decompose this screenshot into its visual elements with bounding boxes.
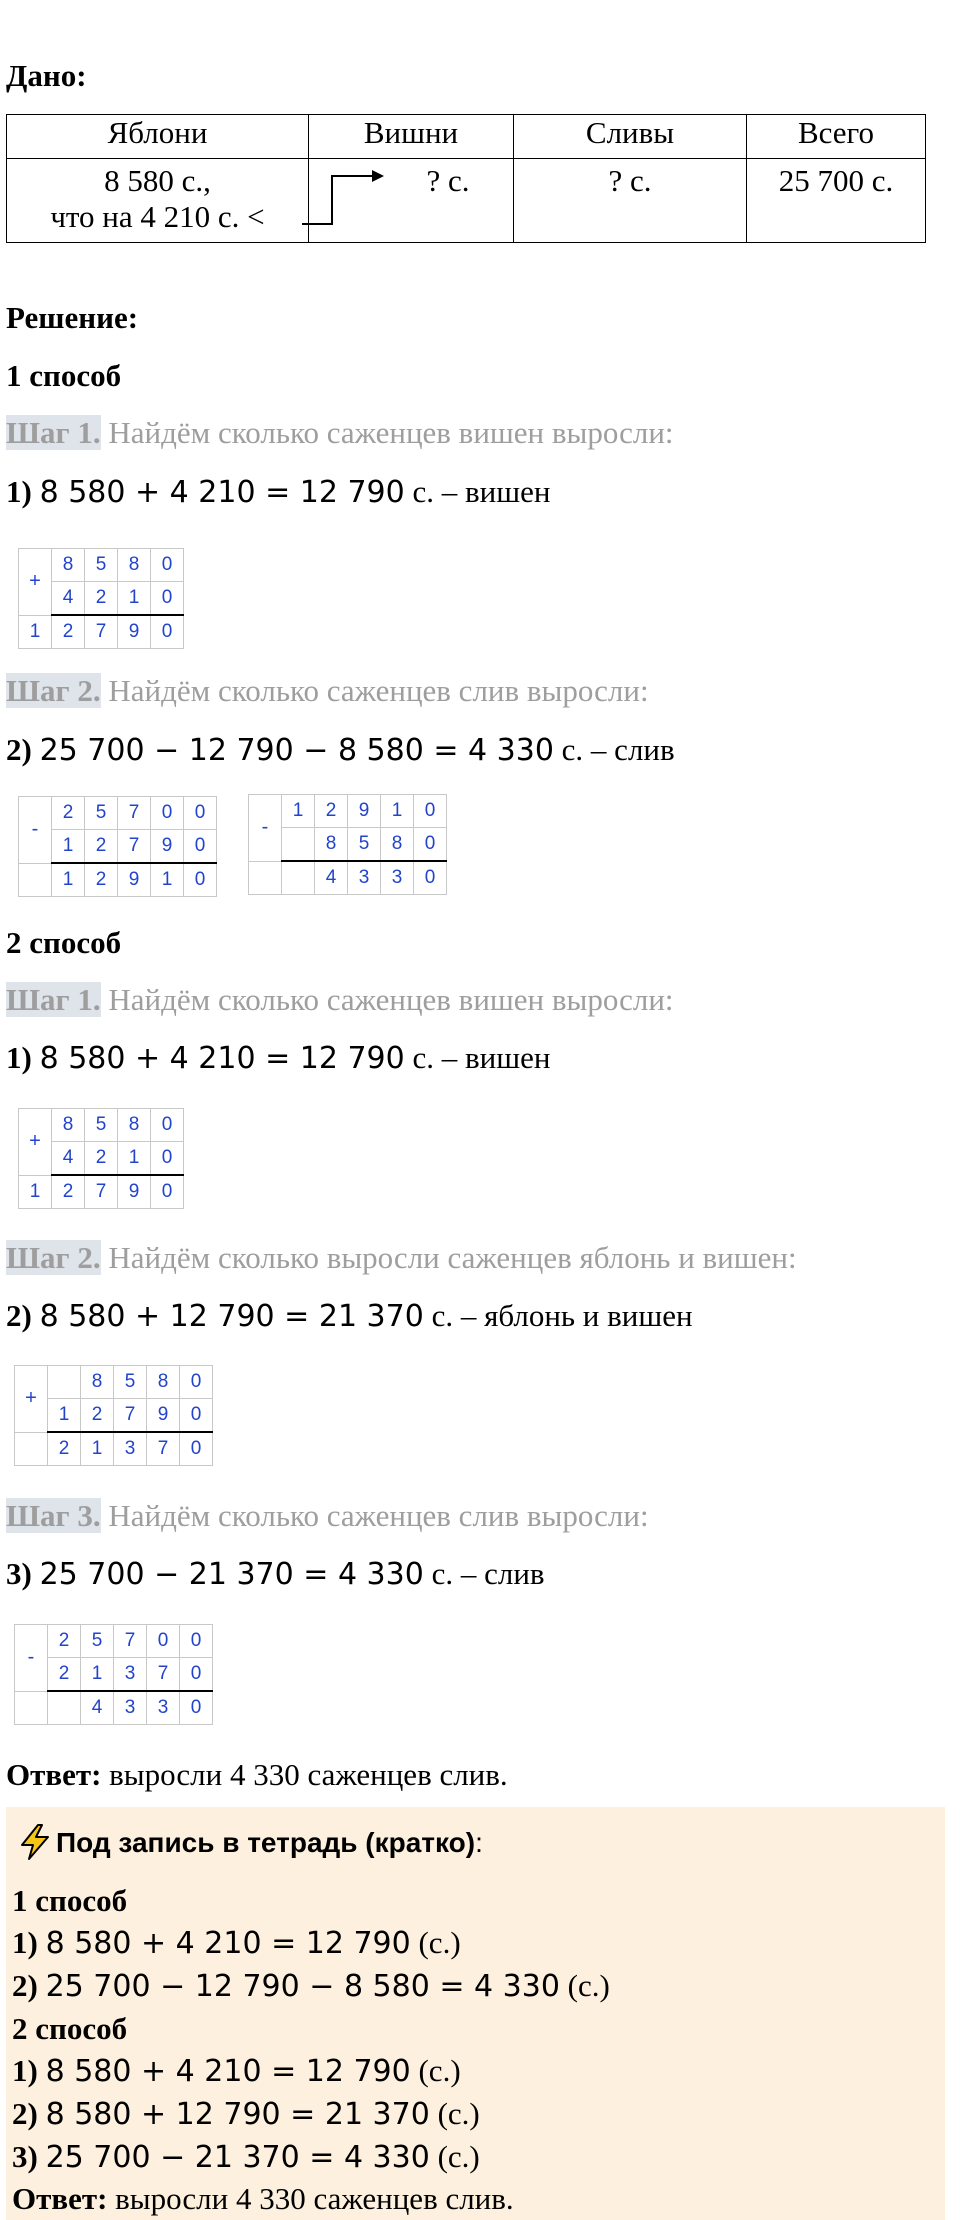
- grid-cell: [15, 1432, 48, 1466]
- grid-row: [249, 861, 447, 895]
- line-number: 1): [12, 2053, 38, 2088]
- grid-cell: 0: [414, 795, 447, 828]
- grid-cell: 3: [381, 861, 414, 895]
- grid-cell: 7: [85, 1175, 118, 1209]
- grid-cell: 1: [19, 1175, 52, 1209]
- grid-row: [15, 1691, 213, 1725]
- grid-row: [19, 797, 217, 830]
- equation-tail: с. – слив: [561, 732, 675, 767]
- note-method2-title: 2 способ: [12, 2011, 128, 2046]
- grid-cell: 8: [381, 828, 414, 862]
- operator-sign: +: [15, 1366, 48, 1433]
- equation-tail: с. – слив: [431, 1556, 545, 1591]
- step-text: Найдём сколько саженцев слив выросли:: [108, 1498, 649, 1533]
- grid-cell: 1: [48, 1399, 81, 1433]
- grid-cell: 8: [147, 1366, 180, 1399]
- solution-heading: Решение:: [6, 300, 139, 335]
- line-math: 25 700 − 21 370 = 4 330: [45, 2140, 430, 2175]
- grid-cell: 2: [85, 1142, 118, 1176]
- grid-cell: [282, 861, 315, 895]
- step-label: Шаг 1.: [6, 415, 101, 450]
- grid-cell: 2: [315, 795, 348, 828]
- grid-cell: 0: [147, 1625, 180, 1658]
- grid-cell: [48, 1366, 81, 1399]
- method2-step1: [6, 982, 674, 1018]
- grid-cell: 0: [151, 549, 184, 582]
- note-title: Под запись в тетрадь (кратко): [56, 1827, 476, 1858]
- step-text: Найдём сколько саженцев вишен выросли:: [108, 982, 674, 1017]
- grid-cell: 2: [85, 582, 118, 616]
- grid-row: [15, 1432, 213, 1466]
- operator-sign: -: [15, 1625, 48, 1692]
- grid-cell: 4: [52, 582, 85, 616]
- grid-cell: [19, 863, 52, 897]
- line-math: 8 580 + 4 210 = 12 790: [45, 2054, 411, 2089]
- grid-cell: 7: [114, 1399, 147, 1433]
- method2-equation1: [6, 1040, 550, 1076]
- grid-cell: 1: [52, 830, 85, 864]
- grid-addition-1: [18, 548, 184, 649]
- note-header: [18, 1823, 483, 1861]
- step-text: Найдём сколько саженцев вишен выросли:: [108, 415, 674, 450]
- step-label: Шаг 2.: [6, 673, 101, 708]
- grid-cell: 8: [81, 1366, 114, 1399]
- step-text: Найдём сколько выросли саженцев яблонь и вишен:: [108, 1240, 797, 1275]
- equation-number: 3): [6, 1556, 32, 1591]
- grid-cell: 7: [118, 797, 151, 830]
- method2-step3: [6, 1498, 649, 1534]
- method1-equation1: [6, 474, 550, 510]
- grid-cell: 0: [180, 1399, 213, 1433]
- grid-cell: 0: [151, 615, 184, 649]
- grid-subtraction-3: [14, 1624, 213, 1725]
- grid-cell: 1: [52, 863, 85, 897]
- grid-cell: 7: [85, 615, 118, 649]
- grid-subtraction-2: [248, 794, 447, 895]
- equation-math: 25 700 − 21 370 = 4 330: [39, 1557, 424, 1592]
- cell-total: [747, 159, 926, 243]
- grid-cell: 1: [381, 795, 414, 828]
- method1-step2: [6, 673, 649, 709]
- line-number: 2): [12, 2096, 38, 2131]
- grid-row: [19, 1109, 184, 1142]
- grid-cell: 1: [19, 615, 52, 649]
- grid-cell: 0: [180, 1625, 213, 1658]
- grid-cell: 9: [147, 1399, 180, 1433]
- grid-cell: 9: [151, 830, 184, 864]
- grid-cell: 1: [81, 1658, 114, 1692]
- method1-title: 1 способ: [6, 358, 122, 393]
- grid-cell: 5: [85, 1109, 118, 1142]
- grid-cell: 5: [85, 549, 118, 582]
- answer: [6, 1757, 508, 1793]
- grid-cell: 0: [151, 1175, 184, 1209]
- grid-cell: 7: [147, 1658, 180, 1692]
- header-cherries: Вишни: [309, 115, 514, 159]
- grid-cell: 0: [184, 830, 217, 864]
- given-table-row: [7, 159, 926, 243]
- grid-cell: 5: [81, 1625, 114, 1658]
- grid-cell: 4: [81, 1691, 114, 1725]
- method2-title: 2 способ: [6, 925, 122, 960]
- equation-number: 1): [6, 474, 32, 509]
- grid-cell: 7: [114, 1625, 147, 1658]
- grid-cell: 8: [52, 549, 85, 582]
- grid-cell: 2: [48, 1658, 81, 1692]
- grid-cell: 9: [118, 615, 151, 649]
- note-method1-title: 1 способ: [12, 1883, 128, 1918]
- line-number: 1): [12, 1925, 38, 1960]
- method2-equation2: [6, 1298, 693, 1334]
- line-unit: (с.): [567, 1968, 610, 2003]
- grid-cell: 9: [118, 1175, 151, 1209]
- note-method1-line2: [12, 1968, 610, 2004]
- grid-cell: 7: [118, 830, 151, 864]
- method2-step2: [6, 1240, 797, 1276]
- grid-cell: 0: [180, 1658, 213, 1692]
- grid-cell: 0: [151, 1109, 184, 1142]
- header-plums: Сливы: [514, 115, 747, 159]
- grid-cell: 9: [348, 795, 381, 828]
- equation-tail: с. – яблонь и вишен: [431, 1298, 693, 1333]
- grid-cell: 1: [151, 863, 184, 897]
- cell-apples: [7, 159, 309, 243]
- grid-cell: 2: [81, 1399, 114, 1433]
- equation-math: 25 700 − 12 790 − 8 580 = 4 330: [39, 733, 554, 768]
- note-answer: [12, 2181, 514, 2217]
- grid-cell: 0: [414, 828, 447, 862]
- grid-cell: 8: [118, 1109, 151, 1142]
- grid-cell: 7: [147, 1432, 180, 1466]
- grid-cell: 1: [81, 1432, 114, 1466]
- grid-cell: 0: [184, 863, 217, 897]
- grid-cell: [249, 861, 282, 895]
- grid-cell: 8: [315, 828, 348, 862]
- step-label: Шаг 3.: [6, 1498, 101, 1533]
- grid-cell: 4: [52, 1142, 85, 1176]
- grid-row: [19, 1175, 184, 1209]
- grid-cell: 2: [85, 830, 118, 864]
- note-answer-text: выросли 4 330 саженцев слив.: [115, 2181, 514, 2216]
- equation-number: 2): [6, 732, 32, 767]
- grid-cell: 3: [114, 1691, 147, 1725]
- plums-value: ? с.: [608, 163, 652, 198]
- grid-addition-3: [14, 1365, 213, 1466]
- grid-cell: 4: [315, 861, 348, 895]
- grid-cell: 3: [114, 1658, 147, 1692]
- step-label: Шаг 2.: [6, 1240, 101, 1275]
- grid-cell: 8: [52, 1109, 85, 1142]
- grid-cell: 8: [118, 549, 151, 582]
- operator-sign: -: [19, 797, 52, 864]
- total-value: 25 700 с.: [778, 163, 894, 198]
- grid-cell: [282, 828, 315, 862]
- grid-cell: 1: [282, 795, 315, 828]
- grid-cell: 0: [180, 1432, 213, 1466]
- grid-cell: 2: [52, 797, 85, 830]
- grid-row: [249, 795, 447, 828]
- grid-cell: [48, 1691, 81, 1725]
- grid-cell: 2: [85, 863, 118, 897]
- grid-cell: 3: [147, 1691, 180, 1725]
- grid-cell: 1: [118, 582, 151, 616]
- given-table: [6, 114, 926, 243]
- note-answer-label: Ответ:: [12, 2181, 108, 2216]
- lightning-icon: [18, 1823, 52, 1861]
- grid-row: [19, 615, 184, 649]
- grid-cell: 2: [48, 1432, 81, 1466]
- grid-row: [19, 863, 217, 897]
- grid-cell: 2: [52, 1175, 85, 1209]
- apples-value: 8 580 с.,: [104, 163, 211, 198]
- cherries-value: ? с.: [426, 163, 470, 198]
- equation-math: 8 580 + 4 210 = 12 790: [39, 475, 405, 510]
- grid-row: [15, 1625, 213, 1658]
- note-method2-line2: [12, 2096, 480, 2132]
- operator-sign: +: [19, 1109, 52, 1176]
- equation-math: 8 580 + 12 790 = 21 370: [39, 1299, 424, 1334]
- grid-subtraction-1: [18, 796, 217, 897]
- grid-cell: 0: [151, 797, 184, 830]
- grid-cell: 0: [151, 1142, 184, 1176]
- grid-cell: 0: [414, 861, 447, 895]
- line-unit: (с.): [437, 2096, 480, 2131]
- given-heading: Дано:: [6, 58, 87, 93]
- step-text: Найдём сколько саженцев слив выросли:: [108, 673, 649, 708]
- notebook-summary: [6, 1807, 945, 2220]
- equation-tail: с. – вишен: [412, 474, 551, 509]
- line-math: 8 580 + 12 790 = 21 370: [45, 2097, 430, 2132]
- grid-cell: 2: [48, 1625, 81, 1658]
- grid-cell: 9: [118, 863, 151, 897]
- grid-row: [15, 1366, 213, 1399]
- header-apples: Яблони: [7, 115, 309, 159]
- grid-cell: 3: [114, 1432, 147, 1466]
- grid-cell: 0: [180, 1691, 213, 1725]
- line-unit: (с.): [437, 2139, 480, 2174]
- grid-cell: [15, 1691, 48, 1725]
- grid-cell: 1: [118, 1142, 151, 1176]
- comparison-arrow-icon: [270, 160, 390, 240]
- grid-cell: 0: [151, 582, 184, 616]
- grid-cell: 2: [52, 615, 85, 649]
- given-table-header: [7, 115, 926, 159]
- grid-cell: 0: [180, 1366, 213, 1399]
- note-method2-line1: [12, 2053, 461, 2089]
- cell-plums: [514, 159, 747, 243]
- equation-number: 2): [6, 1298, 32, 1333]
- grid-addition-2: [18, 1108, 184, 1209]
- answer-label: Ответ:: [6, 1757, 102, 1792]
- operator-sign: -: [249, 795, 282, 862]
- equation-tail: с. – вишен: [412, 1040, 551, 1075]
- grid-cell: 0: [184, 797, 217, 830]
- step-label: Шаг 1.: [6, 982, 101, 1017]
- method1-equation2: [6, 732, 675, 768]
- apples-comparison: что на 4 210 с. <: [50, 199, 265, 234]
- grid-row: [19, 549, 184, 582]
- note-method1-line1: [12, 1925, 461, 1961]
- header-total: Всего: [747, 115, 926, 159]
- grid-cell: 5: [85, 797, 118, 830]
- line-number: 3): [12, 2139, 38, 2174]
- note-method2-line3: [12, 2139, 480, 2175]
- grid-cell: 3: [348, 861, 381, 895]
- grid-cell: 5: [348, 828, 381, 862]
- answer-text: выросли 4 330 саженцев слив.: [109, 1757, 508, 1792]
- line-math: 8 580 + 4 210 = 12 790: [45, 1926, 411, 1961]
- note-title-colon: :: [475, 1827, 483, 1858]
- operator-sign: +: [19, 549, 52, 616]
- method2-equation3: [6, 1556, 545, 1592]
- equation-math: 8 580 + 4 210 = 12 790: [39, 1041, 405, 1076]
- grid-cell: 5: [114, 1366, 147, 1399]
- line-unit: (с.): [418, 2053, 461, 2088]
- method1-step1: [6, 415, 674, 451]
- line-number: 2): [12, 1968, 38, 2003]
- equation-number: 1): [6, 1040, 32, 1075]
- line-math: 25 700 − 12 790 − 8 580 = 4 330: [45, 1969, 560, 2004]
- line-unit: (с.): [418, 1925, 461, 1960]
